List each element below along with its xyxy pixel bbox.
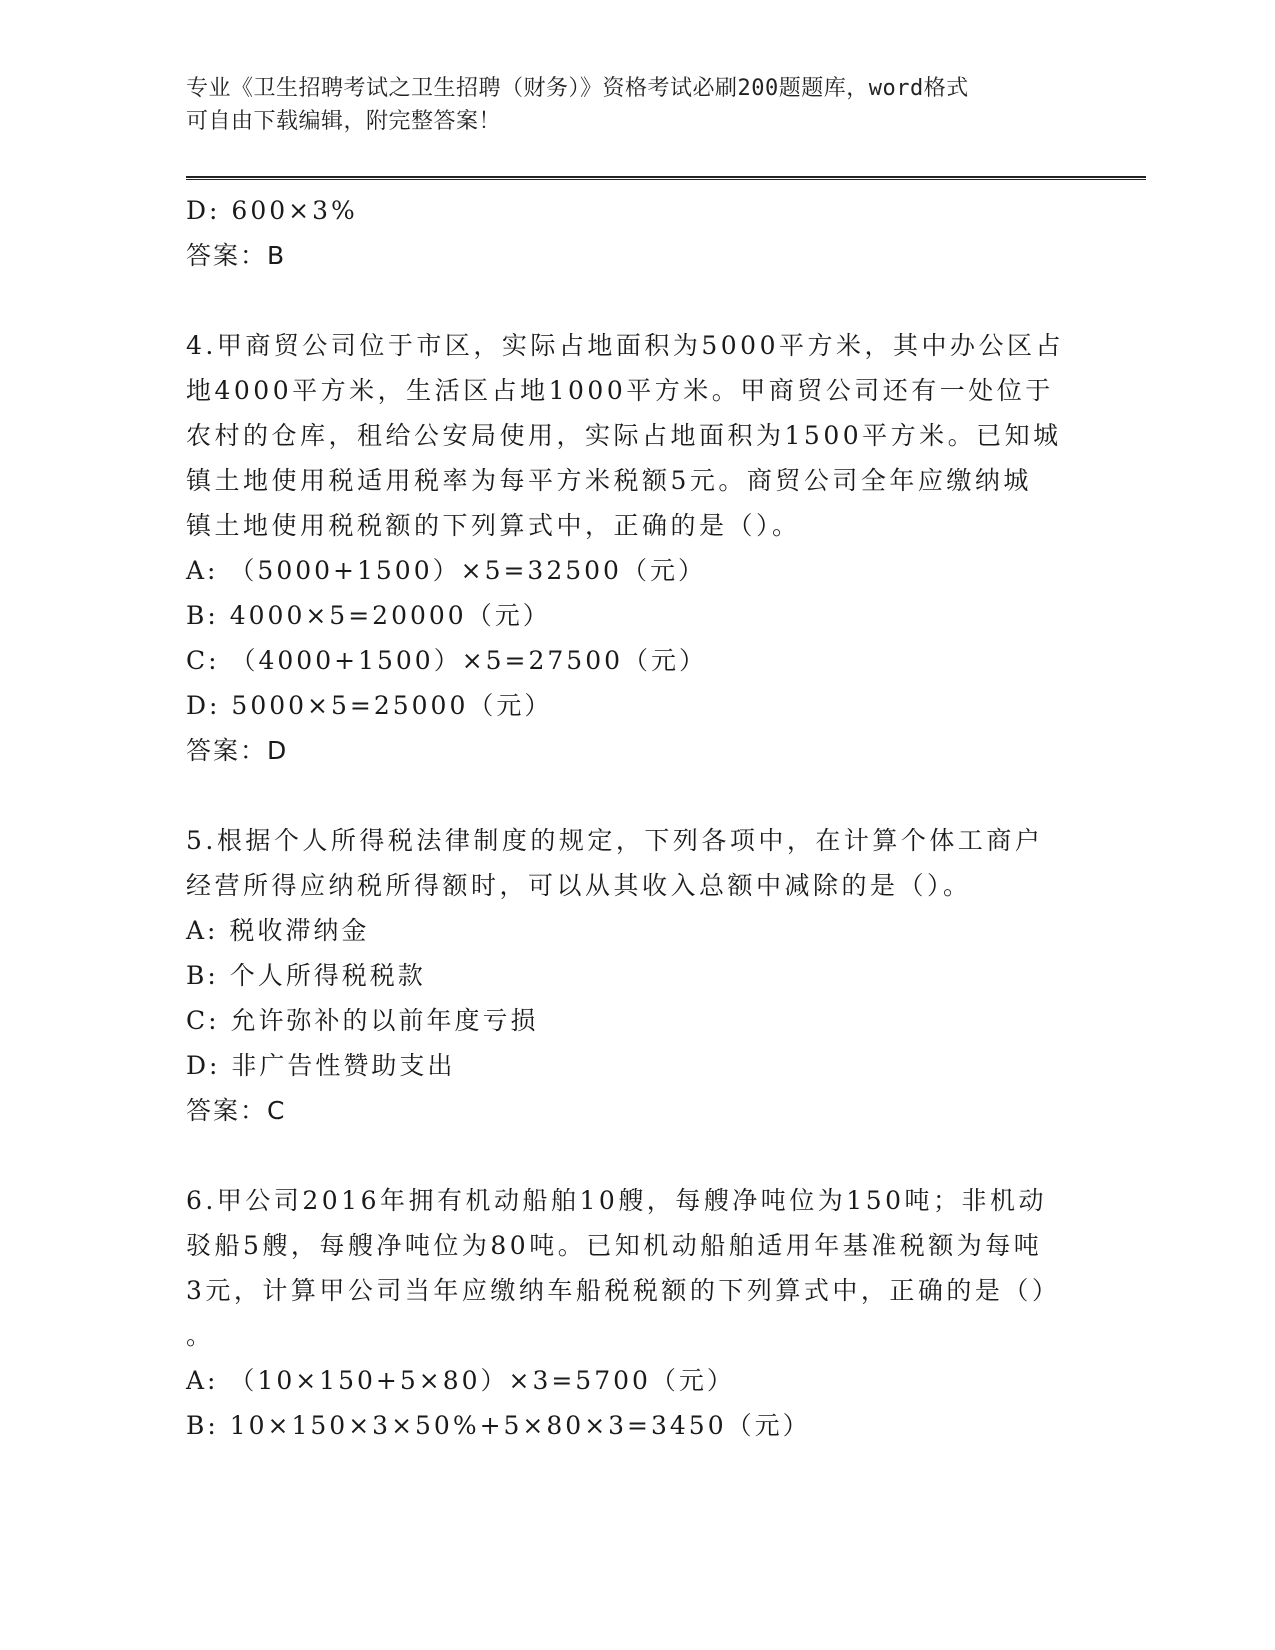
question-5 [186,818,1066,1133]
question-line: 农村的仓库，租给公安局使用，实际占地面积为1500平方米。已知城 [186,421,1062,450]
option-a: A: （10×150+5×80）×3=5700（元） [186,1366,735,1395]
question-text [186,818,1066,908]
answer-label: 答案：D [186,736,289,765]
document-body [186,188,1066,1448]
question-text [186,323,1066,548]
question-line: 镇土地使用税税额的下列算式中，正确的是（）。 [186,511,801,540]
option-c: C: （4000+1500）×5=27500（元） [186,646,708,675]
question-line: 6.甲公司2016年拥有机动船舶10艘，每艘净吨位为150吨；非机动 [186,1186,1048,1215]
header-line-1: 专业《卫生招聘考试之卫生招聘（财务）》资格考试必刷200题题库，word格式 [186,76,969,101]
answer-label: 答案：C [186,1096,287,1125]
option-d: D: 5000×5=25000（元） [186,691,553,720]
option-d: D: 非广告性赞助支出 [186,1051,456,1080]
option-b: B: 10×150×3×50%+5×80×3=3450（元） [186,1411,811,1440]
question-line: 镇土地使用税适用税率为每平方米税额5元。商贸公司全年应缴纳城 [186,466,1032,495]
option-d: D: 600×3% [186,196,358,225]
answer-label: 答案：B [186,241,287,270]
question-line: 经营所得应纳税所得额时，可以从其收入总额中减除的是（）。 [186,871,972,900]
question-line: 5.根据个人所得税法律制度的规定，下列各项中，在计算个体工商户 [186,826,1044,855]
question-line: 地4000平方米，生活区占地1000平方米。甲商贸公司还有一处位于 [186,376,1054,405]
question-6 [186,1178,1066,1448]
option-b: B: 个人所得税税款 [186,961,426,990]
header-line-2: 可自由下载编辑，附完整答案！ [186,109,502,134]
question-line: 。 [186,1321,215,1350]
question-4 [186,323,1066,773]
option-b: B: 4000×5=20000（元） [186,601,551,630]
question-text [186,1178,1066,1358]
question-line: 3元，计算甲公司当年应缴纳车船税税额的下列算式中，正确的是（） [186,1276,1061,1305]
previous-question-tail [186,188,1066,278]
question-line: 4.甲商贸公司位于市区，实际占地面积为5000平方米，其中办公区占 [186,331,1064,360]
option-a: A: （5000+1500）×5=32500（元） [186,556,706,585]
option-c: C: 允许弥补的以前年度亏损 [186,1006,539,1035]
header-divider [186,176,1146,180]
question-line: 驳船5艘，每艘净吨位为80吨。已知机动船舶适用年基准税额为每吨 [186,1231,1043,1260]
option-a: A: 税收滞纳金 [186,916,370,945]
page-header [186,72,1066,138]
